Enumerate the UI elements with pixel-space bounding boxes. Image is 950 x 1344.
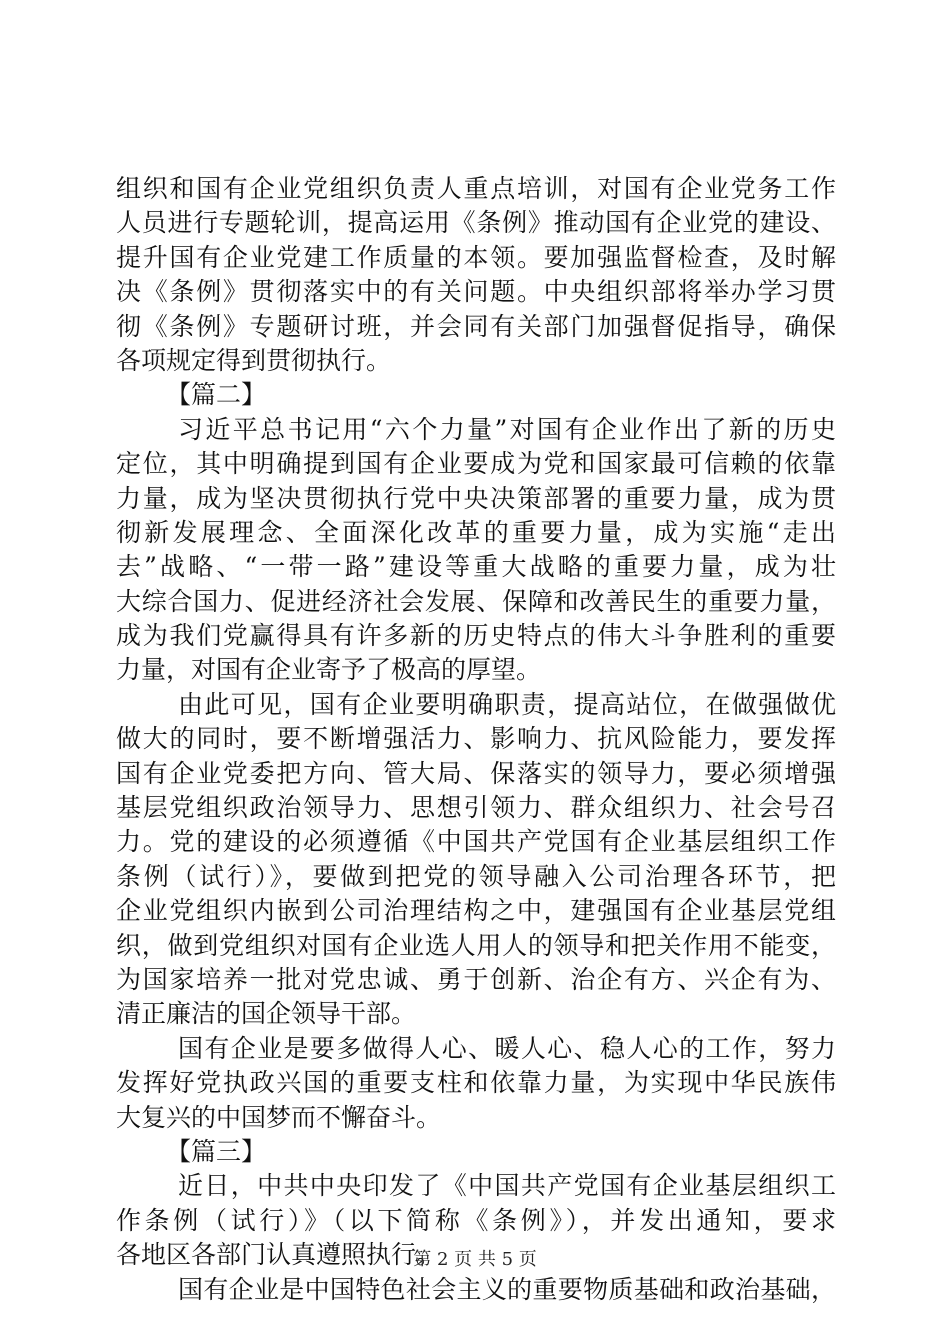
text-line: 由此可见，国有企业要明确职责，提高站位，在做强做优: [178, 689, 836, 719]
text-line: 为国家培养一批对党忠诚、勇于创新、治企有方、兴企有为、: [116, 964, 836, 994]
text-line: 各地区各部门认真遵照执行。: [116, 1240, 442, 1270]
text-line: 力量，对国有企业寄予了极高的厚望。: [116, 655, 542, 685]
section-heading: 【篇三】: [166, 1136, 267, 1166]
text-line: 近日，中共中央印发了《中国共产党国有企业基层组织工: [178, 1171, 836, 1201]
text-line: 提升国有企业党建工作质量的本领。要加强监督检查，及时解: [116, 242, 836, 272]
text-line: 条例（试行）》，要做到把党的领导融入公司治理各环节，把: [116, 861, 836, 891]
text-line: 彻新发展理念、全面深化改革的重要力量，成为实施“走出: [116, 517, 836, 547]
section-heading: 【篇二】: [166, 380, 267, 410]
text-line: 决《条例》贯彻落实中的有关问题。中央组织部将举办学习贯: [116, 277, 836, 307]
text-line: 国有企业是要多做得人心、暖人心、稳人心的工作，努力: [178, 1033, 836, 1063]
text-line: 人员进行专题轮训，提高运用《条例》推动国有企业党的建设、: [116, 208, 836, 238]
text-line: 国有企业党委把方向、管大局、保落实的领导力，要必须增强: [116, 758, 836, 788]
text-line: 力量，成为坚决贯彻执行党中央决策部署的重要力量，成为贯: [116, 483, 836, 513]
text-line: 织，做到党组织对国有企业选人用人的领导和把关作用不能变，: [116, 930, 836, 960]
text-line: 作条例（试行）》（以下简称《条例》），并发出通知，要求: [116, 1205, 836, 1235]
text-line: 习近平总书记用“六个力量”对国有企业作出了新的历史: [178, 414, 836, 444]
text-line: 彻《条例》专题研讨班，并会同有关部门加强督促指导，确保: [116, 311, 836, 341]
text-line: 力。党的建设的必须遵循《中国共产党国有企业基层组织工作: [116, 827, 836, 857]
text-line: 国有企业是中国特色社会主义的重要物质基础和政治基础，: [178, 1274, 836, 1304]
text-line: 做大的同时，要不断增强活力、影响力、抗风险能力，要发挥: [116, 724, 836, 754]
text-line: 去”战略、“一带一路”建设等重大战略的重要力量，成为壮: [116, 552, 836, 582]
text-line: 各项规定得到贯彻执行。: [116, 345, 392, 375]
text-line: 定位，其中明确提到国有企业要成为党和国家最可信赖的依靠: [116, 449, 836, 479]
document-body: [116, 172, 836, 1307]
text-line: 企业党组织内嵌到公司治理结构之中，建强国有企业基层党组: [116, 896, 836, 926]
text-line: 发挥好党执政兴国的重要支柱和依靠力量，为实现中华民族伟: [116, 1068, 836, 1098]
text-line: 大复兴的中国梦而不懈奋斗。: [116, 1102, 442, 1132]
text-line: 清正廉洁的国企领导干部。: [116, 999, 417, 1029]
text-line: 成为我们党赢得具有许多新的历史特点的伟大斗争胜利的重要: [116, 621, 836, 651]
text-line: 组织和国有企业党组织负责人重点培训，对国有企业党务工作: [116, 174, 836, 203]
text-line: 大综合国力、促进经济社会发展、保障和改善民生的重要力量，: [116, 586, 836, 616]
page-footer: 第 2 页 共 5 页: [413, 1249, 537, 1270]
text-line: 基层党组织政治领导力、思想引领力、群众组织力、社会号召: [116, 793, 836, 823]
